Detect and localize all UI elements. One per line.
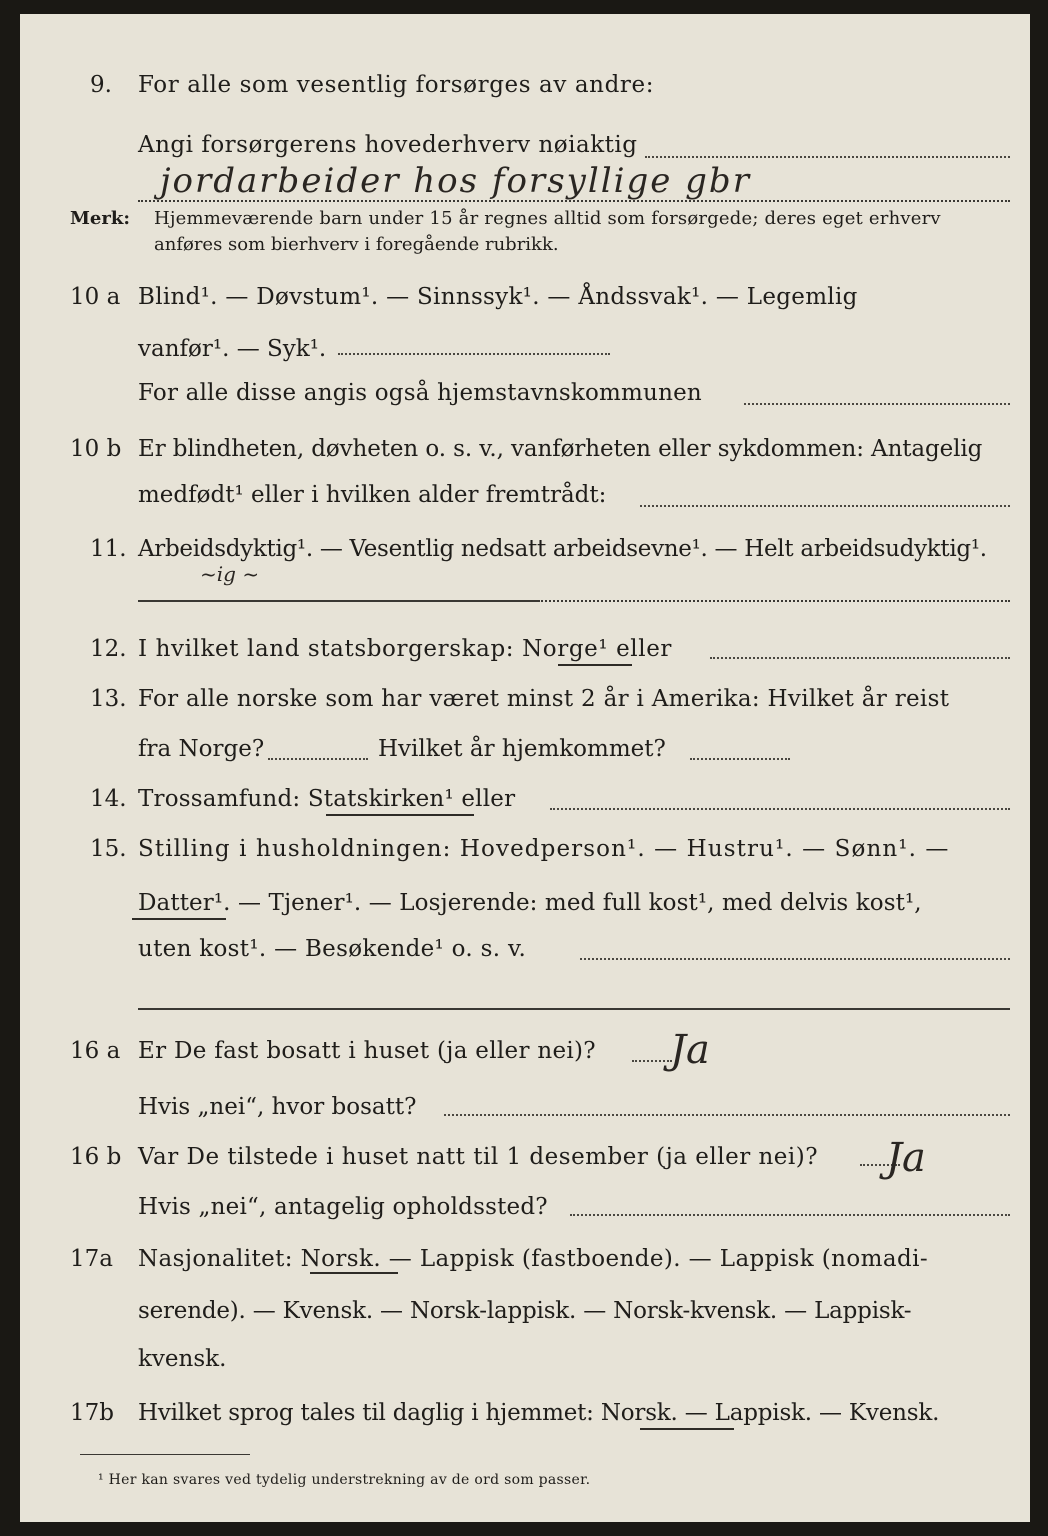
q13-number: 13. bbox=[90, 686, 127, 712]
q15-datter-underline bbox=[132, 918, 226, 920]
q11-line-left bbox=[138, 600, 538, 602]
q11-number: 11. bbox=[90, 536, 127, 562]
q16b-whereabouts-line bbox=[570, 1214, 1010, 1216]
q14-line1: Trossamfund: Statskirken¹ eller bbox=[138, 786, 516, 812]
merk-line1: Hjemmeværende barn under 15 år regnes alltid som forsørgede; deres eget erhverv bbox=[154, 208, 941, 229]
q10b-line1: Er blindheten, døvheten o. s. v., vanførheten eller sykdommen: Antagelig bbox=[138, 436, 983, 462]
q13-year-return-line bbox=[690, 758, 790, 760]
q17a-norsk-underline bbox=[310, 1272, 398, 1274]
q10a-dotted-line bbox=[338, 353, 610, 355]
q12-number: 12. bbox=[90, 636, 127, 662]
merk-label: Merk: bbox=[70, 208, 130, 229]
q12-norge-underline bbox=[558, 664, 632, 666]
footnote: ¹ Her kan svares ved tydelig understrekning av de ord som passer. bbox=[98, 1472, 591, 1488]
q10a-number: 10 a bbox=[70, 284, 121, 310]
q16a-handwritten-answer: Ja bbox=[670, 1027, 710, 1073]
q12-line1: I hvilket land statsborgerskap: Norge¹ eller bbox=[138, 636, 673, 662]
q9-line2: Angi forsørgerens hovederhverv nøiaktig bbox=[138, 132, 638, 158]
q16a-number: 16 a bbox=[70, 1038, 121, 1064]
q13-line1: For alle norske som har været minst 2 år i Amerika: Hvilket år reist bbox=[138, 686, 950, 712]
q12-dotted-line bbox=[710, 657, 1010, 659]
q11-scribble: ~ig ~ bbox=[200, 562, 260, 586]
q10a-hometown-line bbox=[744, 403, 1010, 405]
q10b-dotted-line bbox=[640, 505, 1010, 507]
q13-line2b: Hvilket år hjemkommet? bbox=[378, 736, 666, 762]
q16b-line2: Hvis „nei“, antagelig opholdssted? bbox=[138, 1194, 548, 1220]
q15-dotted-line bbox=[580, 958, 1010, 960]
q10a-line3: For alle disse angis også hjemstavnskommunen bbox=[138, 380, 702, 406]
q10b-number: 10 b bbox=[70, 436, 122, 462]
q11-line-right bbox=[538, 600, 1010, 602]
q10a-line1: Blind¹. — Døvstum¹. — Sinnssyk¹. — Åndssvak¹. — Legemlig bbox=[138, 284, 858, 310]
q10a-line2: vanfør¹. — Syk¹. bbox=[138, 336, 327, 362]
q17a-line3: kvensk. bbox=[138, 1346, 227, 1372]
q10b-line2: medfødt¹ eller i hvilken alder fremtrådt: bbox=[138, 482, 607, 508]
q16a-line1: Er De fast bosatt i huset (ja eller nei)? bbox=[138, 1038, 596, 1064]
merk-line2: anføres som bierhverv i foregående rubrikk. bbox=[154, 234, 559, 255]
q9-line1: For alle som vesentlig forsørges av andre: bbox=[138, 72, 655, 98]
q14-number: 14. bbox=[90, 786, 127, 812]
q17a-number: 17a bbox=[70, 1246, 113, 1272]
q17a-line2: serende). — Kvensk. — Norsk-lappisk. — Norsk-kvensk. — Lappisk- bbox=[138, 1298, 912, 1324]
q17b-number: 17b bbox=[70, 1400, 114, 1426]
q16a-dotted-line bbox=[632, 1060, 672, 1062]
q16a-where-line bbox=[444, 1114, 1010, 1116]
q16b-number: 16 b bbox=[70, 1144, 122, 1170]
q11-line1: Arbeidsdyktig¹. — Vesentlig nedsatt arbeidsevne¹. — Helt arbeidsudyktig¹. bbox=[138, 536, 987, 562]
census-form-page bbox=[20, 14, 1030, 1522]
q14-dotted-line bbox=[550, 808, 1010, 810]
q16a-line2: Hvis „nei“, hvor bosatt? bbox=[138, 1094, 417, 1120]
q9-answer-line bbox=[138, 200, 1010, 202]
q15-answer-line bbox=[138, 1008, 1010, 1010]
q15-line1: Stilling i husholdningen: Hovedperson¹. — Hustru¹. — Sønn¹. — bbox=[138, 836, 950, 862]
q17a-line1: Nasjonalitet: Norsk. — Lappisk (fastboende). — Lappisk (nomadi- bbox=[138, 1246, 929, 1272]
q15-line3: uten kost¹. — Besøkende¹ o. s. v. bbox=[138, 936, 527, 962]
footnote-separator bbox=[80, 1454, 250, 1455]
q17b-line1: Hvilket sprog tales til daglig i hjemmet: Norsk. — Lappisk. — Kvensk. bbox=[138, 1400, 940, 1426]
q16b-handwritten-answer: Ja bbox=[886, 1135, 926, 1181]
q14-statskirken-underline bbox=[326, 814, 474, 816]
q13-year-left-line bbox=[268, 758, 368, 760]
q15-number: 15. bbox=[90, 836, 127, 862]
q9-number: 9. bbox=[90, 72, 112, 98]
q16b-line1: Var De tilstede i huset natt til 1 desember (ja eller nei)? bbox=[138, 1144, 819, 1170]
q9-dotted-line bbox=[645, 156, 1010, 158]
q15-line2: Datter¹. — Tjener¹. — Losjerende: med full kost¹, med delvis kost¹, bbox=[138, 890, 922, 916]
q9-handwritten-answer: jordarbeider hos forsyllige gbr bbox=[160, 161, 751, 201]
q17b-norsk-underline bbox=[640, 1428, 734, 1430]
q13-line2a: fra Norge? bbox=[138, 736, 265, 762]
